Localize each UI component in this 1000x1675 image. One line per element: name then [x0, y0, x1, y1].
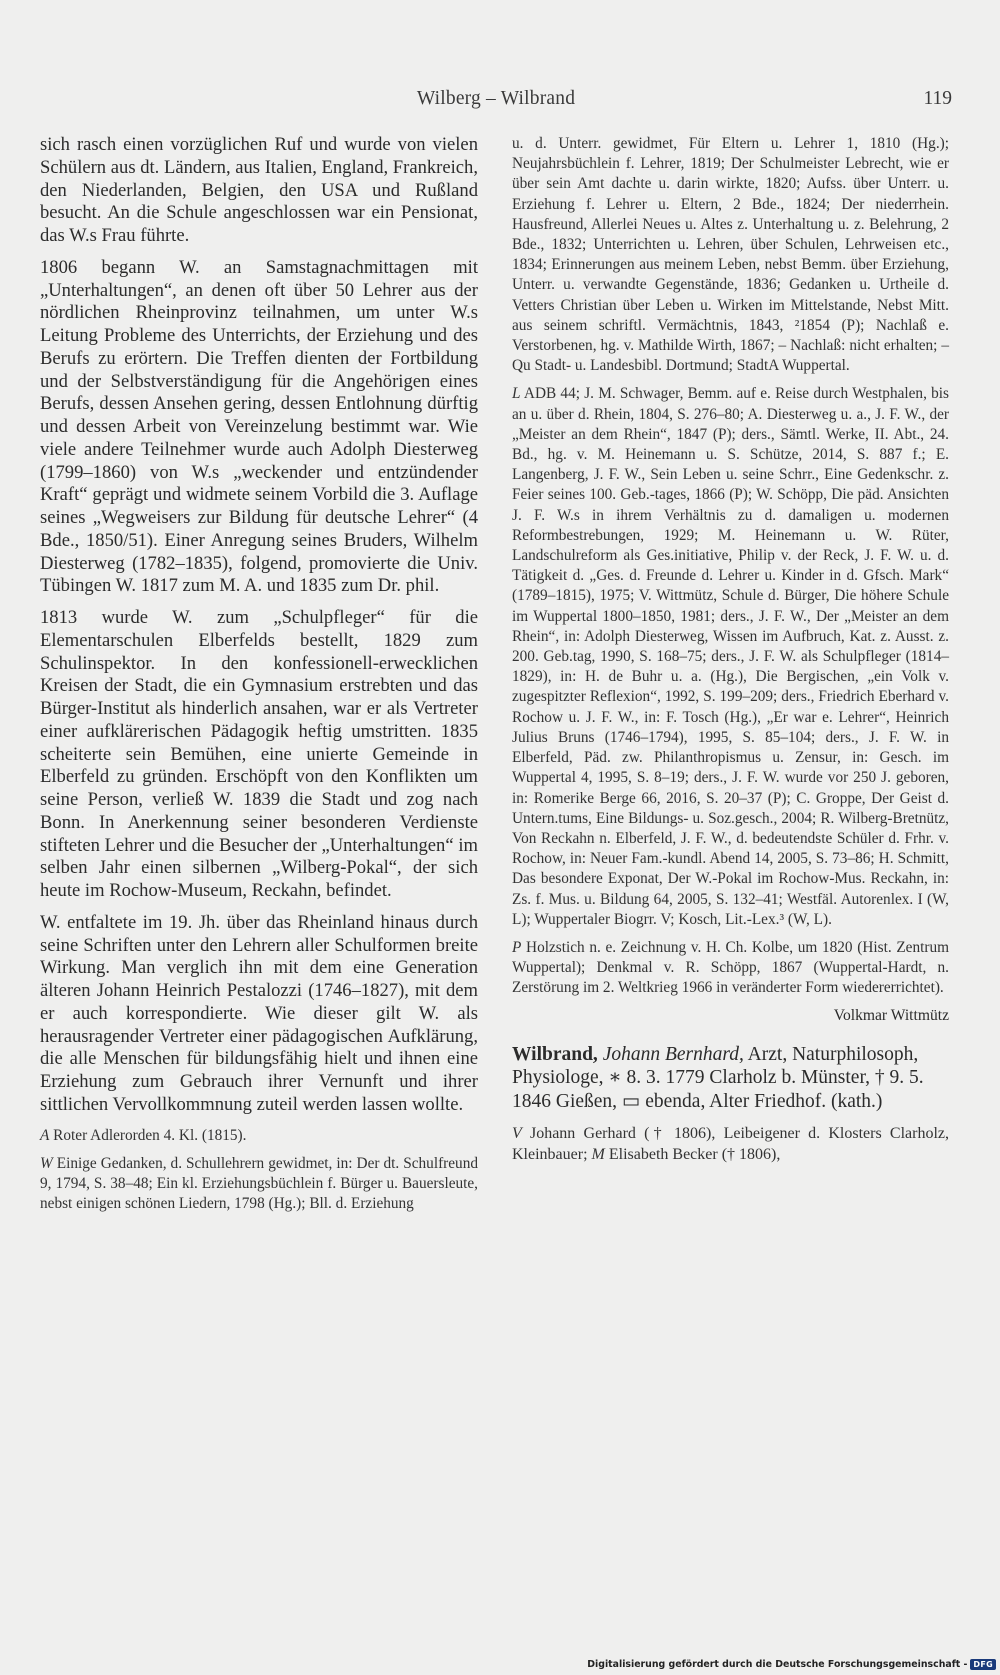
family-section: [512, 1123, 949, 1165]
dfg-logo: DFG: [970, 1659, 996, 1670]
father-text: Johann Gerhard († 1806), Leibeigener d. Klosters Clarholz, Kleinbauer;: [512, 1125, 949, 1164]
body-paragraph: 1813 wurde W. zum „Schulpfleger“ für die Elementarschulen Elberfelds bestellt, 1829 zum Schulinspektor. In den konfessionell-erwecklichen Kreisen der Stadt, die ein Gymnasium erstrebten und das Bürger-Institut als hinderlich ansahen, war er als Vertreter einer aufklärerischen Pädagogik heftig umstritten. 1835 scheiterte sein Bemühen, eine unierte Gemeinde in Elberfeld zu gründen. Erschöpft von den Konflikten um seine Person, verließ W. 1839 die Stadt und zog nach Bonn. In Anerkennung seiner besonderen Verdienste stifteten Lehrer und die Besucher der „Unterhaltungen“ im selben Jahr einen silbernen „Wilberg-Pokal“, der sich heute im Rochow-Museum, Reckahn, befindet.: [40, 607, 478, 901]
literature-section: [512, 384, 949, 929]
portrait-lead: P: [512, 938, 522, 956]
mother-text: Elisabeth Becker († 1806),: [604, 1146, 781, 1164]
literature-text: ADB 44; J. M. Schwager, Bemm. auf e. Reise durch Westphalen, bis an u. über d. Rhein, 1804, S. 276–80; A. Diesterweg u. a., J. F. W., der „Meister an dem Rhein“, 1847 (P); ders., Sämtl. Werke, II. Abt., 24. Bd., hg. v. M. Heinemann u. S. Schütze, 2014, S. 887 f.; E. Langenberg, J. F. W., Sein Leben u. seine Schrr., Eine Gedenkschr. z. Feier seines 100. Geb.-tages, 1866 (P); W. Schöpp, Die päd. Ansichten J. F. W.s in ihrem Verhältnis zu d. damaligen u. modernen Reformbestrebungen, 1929; M. Heinemann u. W. Rüter, Landschulreform als Ges.initiative, Philip v. der Reck, J. F. W. u. d. Tätigkeit d. „Ges. d. Freunde d. Lehrer u. Kinder in d. Gfsch. Mark“ (1789–1815), 1975; V. Wittmütz, Schule d. Bürger, Die höhere Schule im Wuppertal 1800–1850, 1981; ders., J. F. W., Der „Meister an dem Rhein“, in: Adolph Diesterweg, Wissen im Aufbruch, Kat. z. Ausst. z. 200. Geb.tag, 1990, S. 168–75; ders., J. F. W. als Schulpfleger (1814–1829), in: H. de Buhr u. a. (Hg.), Die Bergischen, „ein Volk v. zugespitzter Reflexion“, 1992, S. 199–209; ders., Friedrich Eberhard v. Rochow u. J. F. W., in: F. Tosch (Hg.), „Er war e. Lehrer“, Heinrich Julius Bruns (1746–1794), 1995, S. 85–104; ders., J. F. W. in Elberfeld, Päd. zw. Philanthropismus u. Zensur, in: Gesch. im Wuppertal 4, 1995, S. 8–19; ders., J. F. W. wurde vor 250 J. geboren, in: Romerike Berge 66, 2016, S. 20–37 (P); C. Groppe, Der Geist d. Untern.tums, Eine Bildungs- u. Soz.gesch., 2004; R. Wilberg-Bretnütz, Von Reckahn n. Elberfeld, J. F. W., d. bedeutendste Schüler d. Frhr. v. Rochow, in: Neuer Fam.-kundl. Abend 14, 2005, S. 73–86; H. Schmitt, Das besondere Exponat, Der W.-Pokal im Rochow-Mus. Reckahn, in: Zs. f. Mus. u. Bildung 64, 2005, S. 132–41; Westfäl. Autorenlex. I (W, L); Wuppertaler Biogrr. V; Kosch, Lit.-Lex.³ (W, L).: [512, 385, 949, 928]
works-text: Einige Gedanken, d. Schullehrern gewidmet, in: Der dt. Schulfreund 9, 1794, S. 38–48; Ein kl. Erziehungsbüchlein f. Bürger u. Bauersleute, nebst einigen schönen Liedern, 1798 (Hg.); Bll. d. Erziehung: [40, 1154, 478, 1213]
running-title: Wilberg – Wilbrand: [416, 88, 576, 109]
works-lead: W: [40, 1154, 53, 1172]
mother-lead: M: [591, 1146, 605, 1164]
entry-given-names: Johann Bernhard,: [602, 1043, 744, 1065]
right-column: [512, 134, 949, 1173]
body-paragraph: W. entfaltete im 19. Jh. über das Rheinland hinaus durch seine Schriften unter den Lehrern aller Schulformen breite Wirkung. Man verglich ihn mit dem eine Generation älteren Johann Heinrich Pestalozzi (1746–1827), mit dem er auch korrespondierte. Wie dieser gilt W. als herausragender Vertreter einer pädagogischen Aufklärung, die alle Menschen für bildungsfähig hielt und ihnen eine Erziehung zum Gebrauch ihrer Vernunft und ihrer sittlichen Vervollkommnung zuteil werden lassen wollte.: [40, 911, 478, 1115]
body-paragraph: 1806 begann W. an Samstagnachmittagen mit „Unterhaltungen“, an denen oft über 50 Lehrer aus der nördlichen Rheinprovinz teilnahmen, um unter W.s Leitung Probleme des Unterrichts, der Erziehung und des Berufs zu erörtern. Die Treffen dienten der Fortbildung und der Selbstverständigung für die Angehörigen eines Berufs, dessen Ansehen gering, dessen Entlohnung dürftig und dessen Arbeit von Vereinzelung bestimmt war. Wie viele andere Teilnehmer wurde auch Adolph Diesterweg (1799–1860) von W.s „weckender und entzündender Kraft“ geprägt und widmete seinem Vorbild die 3. Auflage seines „Wegweisers zur Bildung für deutsche Lehrer“ (4 Bde., 1850/51). Einer Anregung seines Bruders, Wilhelm Diesterweg (1782–1835), folgend, promovierte die Univ. Tübingen W. 1817 zum M. A. und 1835 zum Dr. phil.: [40, 256, 478, 597]
entry-description: Arzt, Naturphilosoph, Physiologe, ∗ 8. 3. 1779 Clarholz b. Münster, † 9. 5. 1846 Gießen, ▭ ebenda, Alter Friedhof. (kath.): [512, 1043, 924, 1112]
running-header: [40, 88, 952, 116]
works-continued: u. d. Unterr. gewidmet, Für Eltern u. Lehrer 1, 1810 (Hg.); Neujahrsbüchlein f. Lehrer, 1819; Der Schulmeister Lebrecht, wie er über sein Amt dachte u. darin wirkte, 1820; Aufss. über Unterr. u. Erziehung f. Lehrer u. Eltern, 2 Bde., 1824; Der niederrhein. Hausfreund, Allerlei Neues u. Altes z. Unterhaltung u. z. Belehrung, 2 Bde., 1832; Unterrichten u. Lehren, über Schulen, Lehrweisen etc., 1834; Erinnerungen aus meinem Leben, nebst Bemm. über Erziehung, Unterr. u. verwandte Gegenstände, 1836; Gedanken u. Urtheile d. Vetters Christian über Leben u. Wirken im Mittelstande, Nebst Mitt. aus seinem schriftl. Vermächtnis, 1843, ²1854 (P); Nachlaß e. Verstorbenen, hg. v. Mathilde Wirth, 1867; – Nachlaß: nicht erhalten; – Qu Stadt- u. Landesbibl. Dortmund; StadtA Wuppertal.: [512, 135, 949, 375]
entry-heading: [512, 1043, 949, 1114]
literature-lead: L: [512, 385, 521, 403]
father-lead: V: [512, 1125, 522, 1143]
credit-text: Digitalisierung gefördert durch die Deutsche Forschungsgemeinschaft -: [587, 1658, 968, 1670]
left-column: [40, 134, 478, 1222]
portrait-text: Holzstich n. e. Zeichnung v. H. Ch. Kolbe, um 1820 (Hist. Zentrum Wuppertal); Denkmal v. R. Schöpp, 1867 (Wuppertal-Hardt, n. Zerstörung im 2. Weltkrieg 1966 in veränderter Form wiedererrichtet).: [512, 938, 949, 997]
entry-name: Wilbrand,: [512, 1043, 598, 1065]
digitization-credit: [587, 1657, 996, 1671]
body-paragraph: sich rasch einen vorzüglichen Ruf und wurde von vielen Schülern aus dt. Ländern, aus Italien, England, Frankreich, den Niederlanden, Belgien, den USA und Rußland besucht. An die Schule angeschlossen war ein Pensionat, das W.s Frau führte.: [40, 134, 478, 246]
awards-text: Roter Adlerorden 4. Kl. (1815).: [49, 1126, 247, 1144]
awards-section: [40, 1126, 478, 1146]
page-number: 119: [923, 88, 952, 109]
works-section: [40, 1154, 478, 1215]
portrait-section: [512, 938, 949, 999]
awards-lead: A: [40, 1126, 50, 1144]
author-signature: Volkmar Wittmütz: [833, 1006, 949, 1024]
